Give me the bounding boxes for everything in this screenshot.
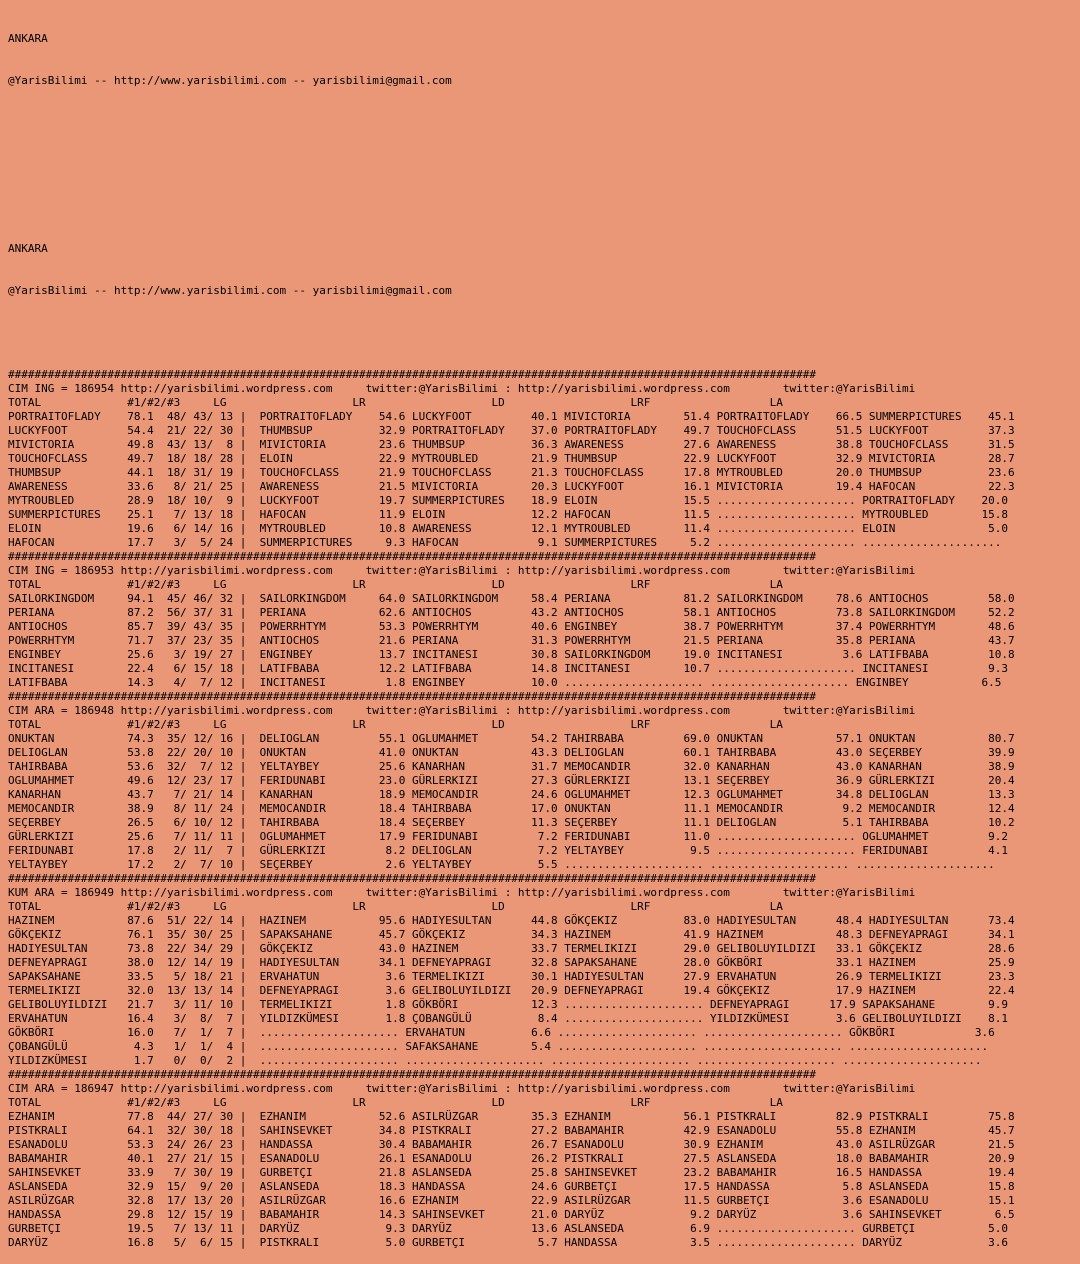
blank-line xyxy=(8,158,1080,172)
table-row: MIVICTORIA 49.8 43/ 13/ 8 | MIVICTORIA 23.6 THUMBSUP 36.3 AWARENESS 27.6 AWARENESS 38.8 TOUCHOFCLASS 31.5 xyxy=(8,438,1015,451)
race-title: CIM ARA = 186948 http://yarisbilimi.wordpress.com twitter:@YarisBilimi : http://yarisbilimi.wordpress.com twitter:@YarisBilimi xyxy=(8,704,916,717)
table-row: HANDASSA 29.8 12/ 15/ 19 | BABAMAHIR 14.3 SAHINSEVKET 21.0 DARYÜZ 9.2 DARYÜZ 3.6 SAHINSEVKET 6.5 xyxy=(8,1208,1015,1221)
table-row: SUMMERPICTURES 25.1 7/ 13/ 18 | HAFOCAN 11.9 ELOIN 12.2 HAFOCAN 11.5 ..................... MYTROUBLED 15.8 xyxy=(8,508,1009,521)
blank-line xyxy=(8,200,1080,214)
column-header: TOTAL #1/#2/#3 LG LR LD LRF LA xyxy=(8,396,783,409)
table-row: GÖKBÖRI 16.0 7/ 1/ 7 | ..................... ERVAHATUN 6.6 ..................... ..................... GÖKBÖRI 3.6 xyxy=(8,1026,995,1039)
header-city: ANKARA xyxy=(8,32,48,45)
table-row: GELIBOLUYILDIZI 21.7 3/ 11/ 10 | TERMELIKIZI 1.8 GÖKBÖRI 12.3 ..................... DEFNEYAPRAGI 17.9 SAPAKSAHANE 9.9 xyxy=(8,998,1009,1011)
table-row: ASLANSEDA 32.9 15/ 9/ 20 | ASLANSEDA 18.3 HANDASSA 24.6 GURBETÇI 17.5 HANDASSA 5.8 ASLANSEDA 15.8 xyxy=(8,1180,1015,1193)
table-row: PISTKRALI 64.1 32/ 30/ 18 | SAHINSEVKET 34.8 PISTKRALI 27.2 BABAMAHIR 42.9 ESANADOLU 55.8 EZHANIM 45.7 xyxy=(8,1124,1015,1137)
column-header: TOTAL #1/#2/#3 LG LR LD LRF LA xyxy=(8,718,783,731)
table-row: OGLUMAHMET 49.6 12/ 23/ 17 | FERIDUNABI 23.0 GÜRLERKIZI 27.3 GÜRLERKIZI 13.1 SEÇERBEY 36.9 GÜRLERKIZI 20.4 xyxy=(8,774,1015,787)
table-row: EZHANIM 77.8 44/ 27/ 30 | EZHANIM 52.6 ASILRÜZGAR 35.3 EZHANIM 56.1 PISTKRALI 82.9 PISTKRALI 75.8 xyxy=(8,1110,1015,1123)
table-row: PERIANA 87.2 56/ 37/ 31 | PERIANA 62.6 ANTIOCHOS 43.2 ANTIOCHOS 58.1 ANTIOCHOS 73.8 SAILORKINGDOM 52.2 xyxy=(8,606,1015,619)
blank-line xyxy=(8,326,1080,340)
table-row: GÜRLERKIZI 25.6 7/ 11/ 11 | OGLUMAHMET 17.9 FERIDUNABI 7.2 FERIDUNABI 11.0 ..................... OGLUMAHMET 9.2 xyxy=(8,830,1009,843)
table-row: MYTROUBLED 28.9 18/ 10/ 9 | LUCKYFOOT 19.7 SUMMERPICTURES 18.9 ELOIN 15.5 ..................... PORTRAITOFLADY 20.0 xyxy=(8,494,1009,507)
table-row: SEÇERBEY 26.5 6/ 10/ 12 | TAHIRBABA 18.4 SEÇERBEY 11.3 SEÇERBEY 11.1 DELIOGLAN 5.1 TAHIRBABA 10.2 xyxy=(8,816,1015,829)
separator-line: ########################################################################################################################## xyxy=(8,368,816,381)
column-header: TOTAL #1/#2/#3 LG LR LD LRF LA xyxy=(8,1096,783,1109)
table-row: HAZINEM 87.6 51/ 22/ 14 | HAZINEM 95.6 HADIYESULTAN 44.8 GÖKÇEKIZ 83.0 HADIYESULTAN 48.4 HADIYESULTAN 73.4 xyxy=(8,914,1015,927)
table-row: TAHIRBABA 53.6 32/ 7/ 12 | YELTAYBEY 25.6 KANARHAN 31.7 MEMOCANDIR 32.0 KANARHAN 43.0 KANARHAN 38.9 xyxy=(8,760,1015,773)
table-row: PORTRAITOFLADY 78.1 48/ 43/ 13 | PORTRAITOFLADY 54.6 LUCKYFOOT 40.1 MIVICTORIA 51.4 PORTRAITOFLADY 66.5 SUMMERPICTURES 45.1 xyxy=(8,410,1015,423)
table-row: POWERRHTYM 71.7 37/ 23/ 35 | ANTIOCHOS 21.6 PERIANA 31.3 POWERRHTYM 21.5 PERIANA 35.8 PERIANA 43.7 xyxy=(8,634,1015,647)
table-row: DEFNEYAPRAGI 38.0 12/ 14/ 19 | HADIYESULTAN 34.1 DEFNEYAPRAGI 32.8 SAPAKSAHANE 28.0 GÖKBÖRI 33.1 HAZINEM 25.9 xyxy=(8,956,1015,969)
table-row: ERVAHATUN 16.4 3/ 8/ 7 | YILDIZKÜMESI 1.8 ÇOBANGÜLÜ 8.4 ..................... YILDIZKÜMESI 3.6 GELIBOLUYILDIZI 8.1 xyxy=(8,1012,1009,1025)
header-contact: @YarisBilimi -- http://www.yarisbilimi.com -- yarisbilimi@gmail.com xyxy=(8,74,452,87)
table-row: BABAMAHIR 40.1 27/ 21/ 15 | ESANADOLU 26.1 ESANADOLU 26.2 PISTKRALI 27.5 ASLANSEDA 18.0 BABAMAHIR 20.9 xyxy=(8,1152,1015,1165)
table-row: DARYÜZ 16.8 5/ 6/ 15 | PISTKRALI 5.0 GURBETÇI 5.7 HANDASSA 3.5 ..................... DARYÜZ 3.6 xyxy=(8,1236,1009,1249)
table-row: SAILORKINGDOM 94.1 45/ 46/ 32 | SAILORKINGDOM 64.0 SAILORKINGDOM 58.4 PERIANA 81.2 SAILORKINGDOM 78.6 ANTIOCHOS 58.0 xyxy=(8,592,1015,605)
table-row: ENGINBEY 25.6 3/ 19/ 27 | ENGINBEY 13.7 INCITANESI 30.8 SAILORKINGDOM 19.0 INCITANESI 3.6 LATIFBABA 10.8 xyxy=(8,648,1015,661)
table-row: YELTAYBEY 17.2 2/ 7/ 10 | SEÇERBEY 2.6 YELTAYBEY 5.5 ..................... ..................... ..................... xyxy=(8,858,995,871)
race-title: CIM ING = 186953 http://yarisbilimi.wordpress.com twitter:@YarisBilimi : http://yarisbilimi.wordpress.com twitter:@YarisBilimi xyxy=(8,564,916,577)
separator-line: ########################################################################################################################## xyxy=(8,872,816,885)
race-blocks xyxy=(8,368,1080,1250)
table-row: DELIOGLAN 53.8 22/ 20/ 10 | ONUKTAN 41.0 ONUKTAN 43.3 DELIOGLAN 60.1 TAHIRBABA 43.0 SEÇERBEY 39.9 xyxy=(8,746,1015,759)
blank-line xyxy=(8,116,1080,130)
table-row: KANARHAN 43.7 7/ 21/ 14 | KANARHAN 18.9 MEMOCANDIR 24.6 OGLUMAHMET 12.3 OGLUMAHMET 34.8 DELIOGLAN 13.3 xyxy=(8,788,1015,801)
header-contact-repeat: @YarisBilimi -- http://www.yarisbilimi.com -- yarisbilimi@gmail.com xyxy=(8,284,452,297)
header-city-repeat: ANKARA xyxy=(8,242,48,255)
table-row: GÖKÇEKIZ 76.1 35/ 30/ 25 | SAPAKSAHANE 45.7 GÖKÇEKIZ 34.3 HAZINEM 41.9 HAZINEM 48.3 DEFNEYAPRAGI 34.1 xyxy=(8,928,1015,941)
column-header: TOTAL #1/#2/#3 LG LR LD LRF LA xyxy=(8,900,783,913)
table-row: TERMELIKIZI 32.0 13/ 13/ 14 | DEFNEYAPRAGI 3.6 GELIBOLUYILDIZI 20.9 DEFNEYAPRAGI 19.4 GÖKÇEKIZ 17.9 HAZINEM 22.4 xyxy=(8,984,1015,997)
table-row: SAHINSEVKET 33.9 7/ 30/ 19 | GURBETÇI 21.8 ASLANSEDA 25.8 SAHINSEVKET 23.2 BABAMAHIR 16.5 HANDASSA 19.4 xyxy=(8,1166,1015,1179)
table-row: INCITANESI 22.4 6/ 15/ 18 | LATIFBABA 12.2 LATIFBABA 14.8 INCITANESI 10.7 ..................... INCITANESI 9.3 xyxy=(8,662,1009,675)
table-row: GURBETÇI 19.5 7/ 13/ 11 | DARYÜZ 9.3 DARYÜZ 13.6 ASLANSEDA 6.9 ..................... GURBETÇI 5.0 xyxy=(8,1222,1009,1235)
separator-line: ########################################################################################################################## xyxy=(8,690,816,703)
table-row: ELOIN 19.6 6/ 14/ 16 | MYTROUBLED 10.8 AWARENESS 12.1 MYTROUBLED 11.4 ..................... ELOIN 5.0 xyxy=(8,522,1009,535)
column-header: TOTAL #1/#2/#3 LG LR LD LRF LA xyxy=(8,578,783,591)
table-row: AWARENESS 33.6 8/ 21/ 25 | AWARENESS 21.5 MIVICTORIA 20.3 LUCKYFOOT 16.1 MIVICTORIA 19.4 HAFOCAN 22.3 xyxy=(8,480,1015,493)
table-row: ANTIOCHOS 85.7 39/ 43/ 35 | POWERRHTYM 53.3 POWERRHTYM 40.6 ENGINBEY 38.7 POWERRHTYM 37.4 POWERRHTYM 48.6 xyxy=(8,620,1015,633)
race-title: CIM ING = 186954 http://yarisbilimi.wordpress.com twitter:@YarisBilimi : http://yarisbilimi.wordpress.com twitter:@YarisBilimi xyxy=(8,382,916,395)
race-title: KUM ARA = 186949 http://yarisbilimi.wordpress.com twitter:@YarisBilimi : http://yarisbilimi.wordpress.com twitter:@YarisBilimi xyxy=(8,886,916,899)
table-row: ONUKTAN 74.3 35/ 12/ 16 | DELIOGLAN 55.1 OGLUMAHMET 54.2 TAHIRBABA 69.0 ONUKTAN 57.1 ONUKTAN 80.7 xyxy=(8,732,1015,745)
separator-line: ########################################################################################################################## xyxy=(8,550,816,563)
table-row: LATIFBABA 14.3 4/ 7/ 12 | INCITANESI 1.8 ENGINBEY 10.0 ..................... ..................... ENGINBEY 6.5 xyxy=(8,676,1002,689)
table-row: TOUCHOFCLASS 49.7 18/ 18/ 28 | ELOIN 22.9 MYTROUBLED 21.9 THUMBSUP 22.9 LUCKYFOOT 32.9 MIVICTORIA 28.7 xyxy=(8,452,1015,465)
separator-line: ########################################################################################################################## xyxy=(8,1068,816,1081)
table-row: FERIDUNABI 17.8 2/ 11/ 7 | GÜRLERKIZI 8.2 DELIOGLAN 7.2 YELTAYBEY 9.5 ..................... FERIDUNABI 4.1 xyxy=(8,844,1009,857)
table-row: THUMBSUP 44.1 18/ 31/ 19 | TOUCHOFCLASS 21.9 TOUCHOFCLASS 21.3 TOUCHOFCLASS 17.8 MYTROUBLED 20.0 THUMBSUP 23.6 xyxy=(8,466,1015,479)
race-title: CIM ARA = 186947 http://yarisbilimi.wordpress.com twitter:@YarisBilimi : http://yarisbilimi.wordpress.com twitter:@YarisBilimi xyxy=(8,1082,916,1095)
table-row: SAPAKSAHANE 33.5 5/ 18/ 21 | ERVAHATUN 3.6 TERMELIKIZI 30.1 HADIYESULTAN 27.9 ERVAHATUN 26.9 TERMELIKIZI 23.3 xyxy=(8,970,1015,983)
table-row: MEMOCANDIR 38.9 8/ 11/ 24 | MEMOCANDIR 18.4 TAHIRBABA 17.0 ONUKTAN 11.1 MEMOCANDIR 9.2 MEMOCANDIR 12.4 xyxy=(8,802,1015,815)
table-row: HADIYESULTAN 73.8 22/ 34/ 29 | GÖKÇEKIZ 43.0 HAZINEM 33.7 TERMELIKIZI 29.0 GELIBOLUYILDIZI 33.1 GÖKÇEKIZ 28.6 xyxy=(8,942,1015,955)
table-row: YILDIZKÜMESI 1.7 0/ 0/ 2 | ..................... ..................... ..................... ..................... ..................... xyxy=(8,1054,982,1067)
table-row: ESANADOLU 53.3 24/ 26/ 23 | HANDASSA 30.4 BABAMAHIR 26.7 ESANADOLU 30.9 EZHANIM 43.0 ASILRÜZGAR 21.5 xyxy=(8,1138,1015,1151)
table-row: HAFOCAN 17.7 3/ 5/ 24 | SUMMERPICTURES 9.3 HAFOCAN 9.1 SUMMERPICTURES 5.2 ..................... ..................... xyxy=(8,536,1002,549)
table-row: LUCKYFOOT 54.4 21/ 22/ 30 | THUMBSUP 32.9 PORTRAITOFLADY 37.0 PORTRAITOFLADY 49.7 TOUCHOFCLASS 51.5 LUCKYFOOT 37.3 xyxy=(8,424,1015,437)
table-row: ÇOBANGÜLÜ 4.3 1/ 1/ 4 | ..................... SAFAKSAHANE 5.4 ..................... ..................... ..................... xyxy=(8,1040,989,1053)
table-row: ASILRÜZGAR 32.8 17/ 13/ 20 | ASILRÜZGAR 16.6 EZHANIM 22.9 ASILRÜZGAR 11.5 GURBETÇI 3.6 ESANADOLU 15.1 xyxy=(8,1194,1015,1207)
